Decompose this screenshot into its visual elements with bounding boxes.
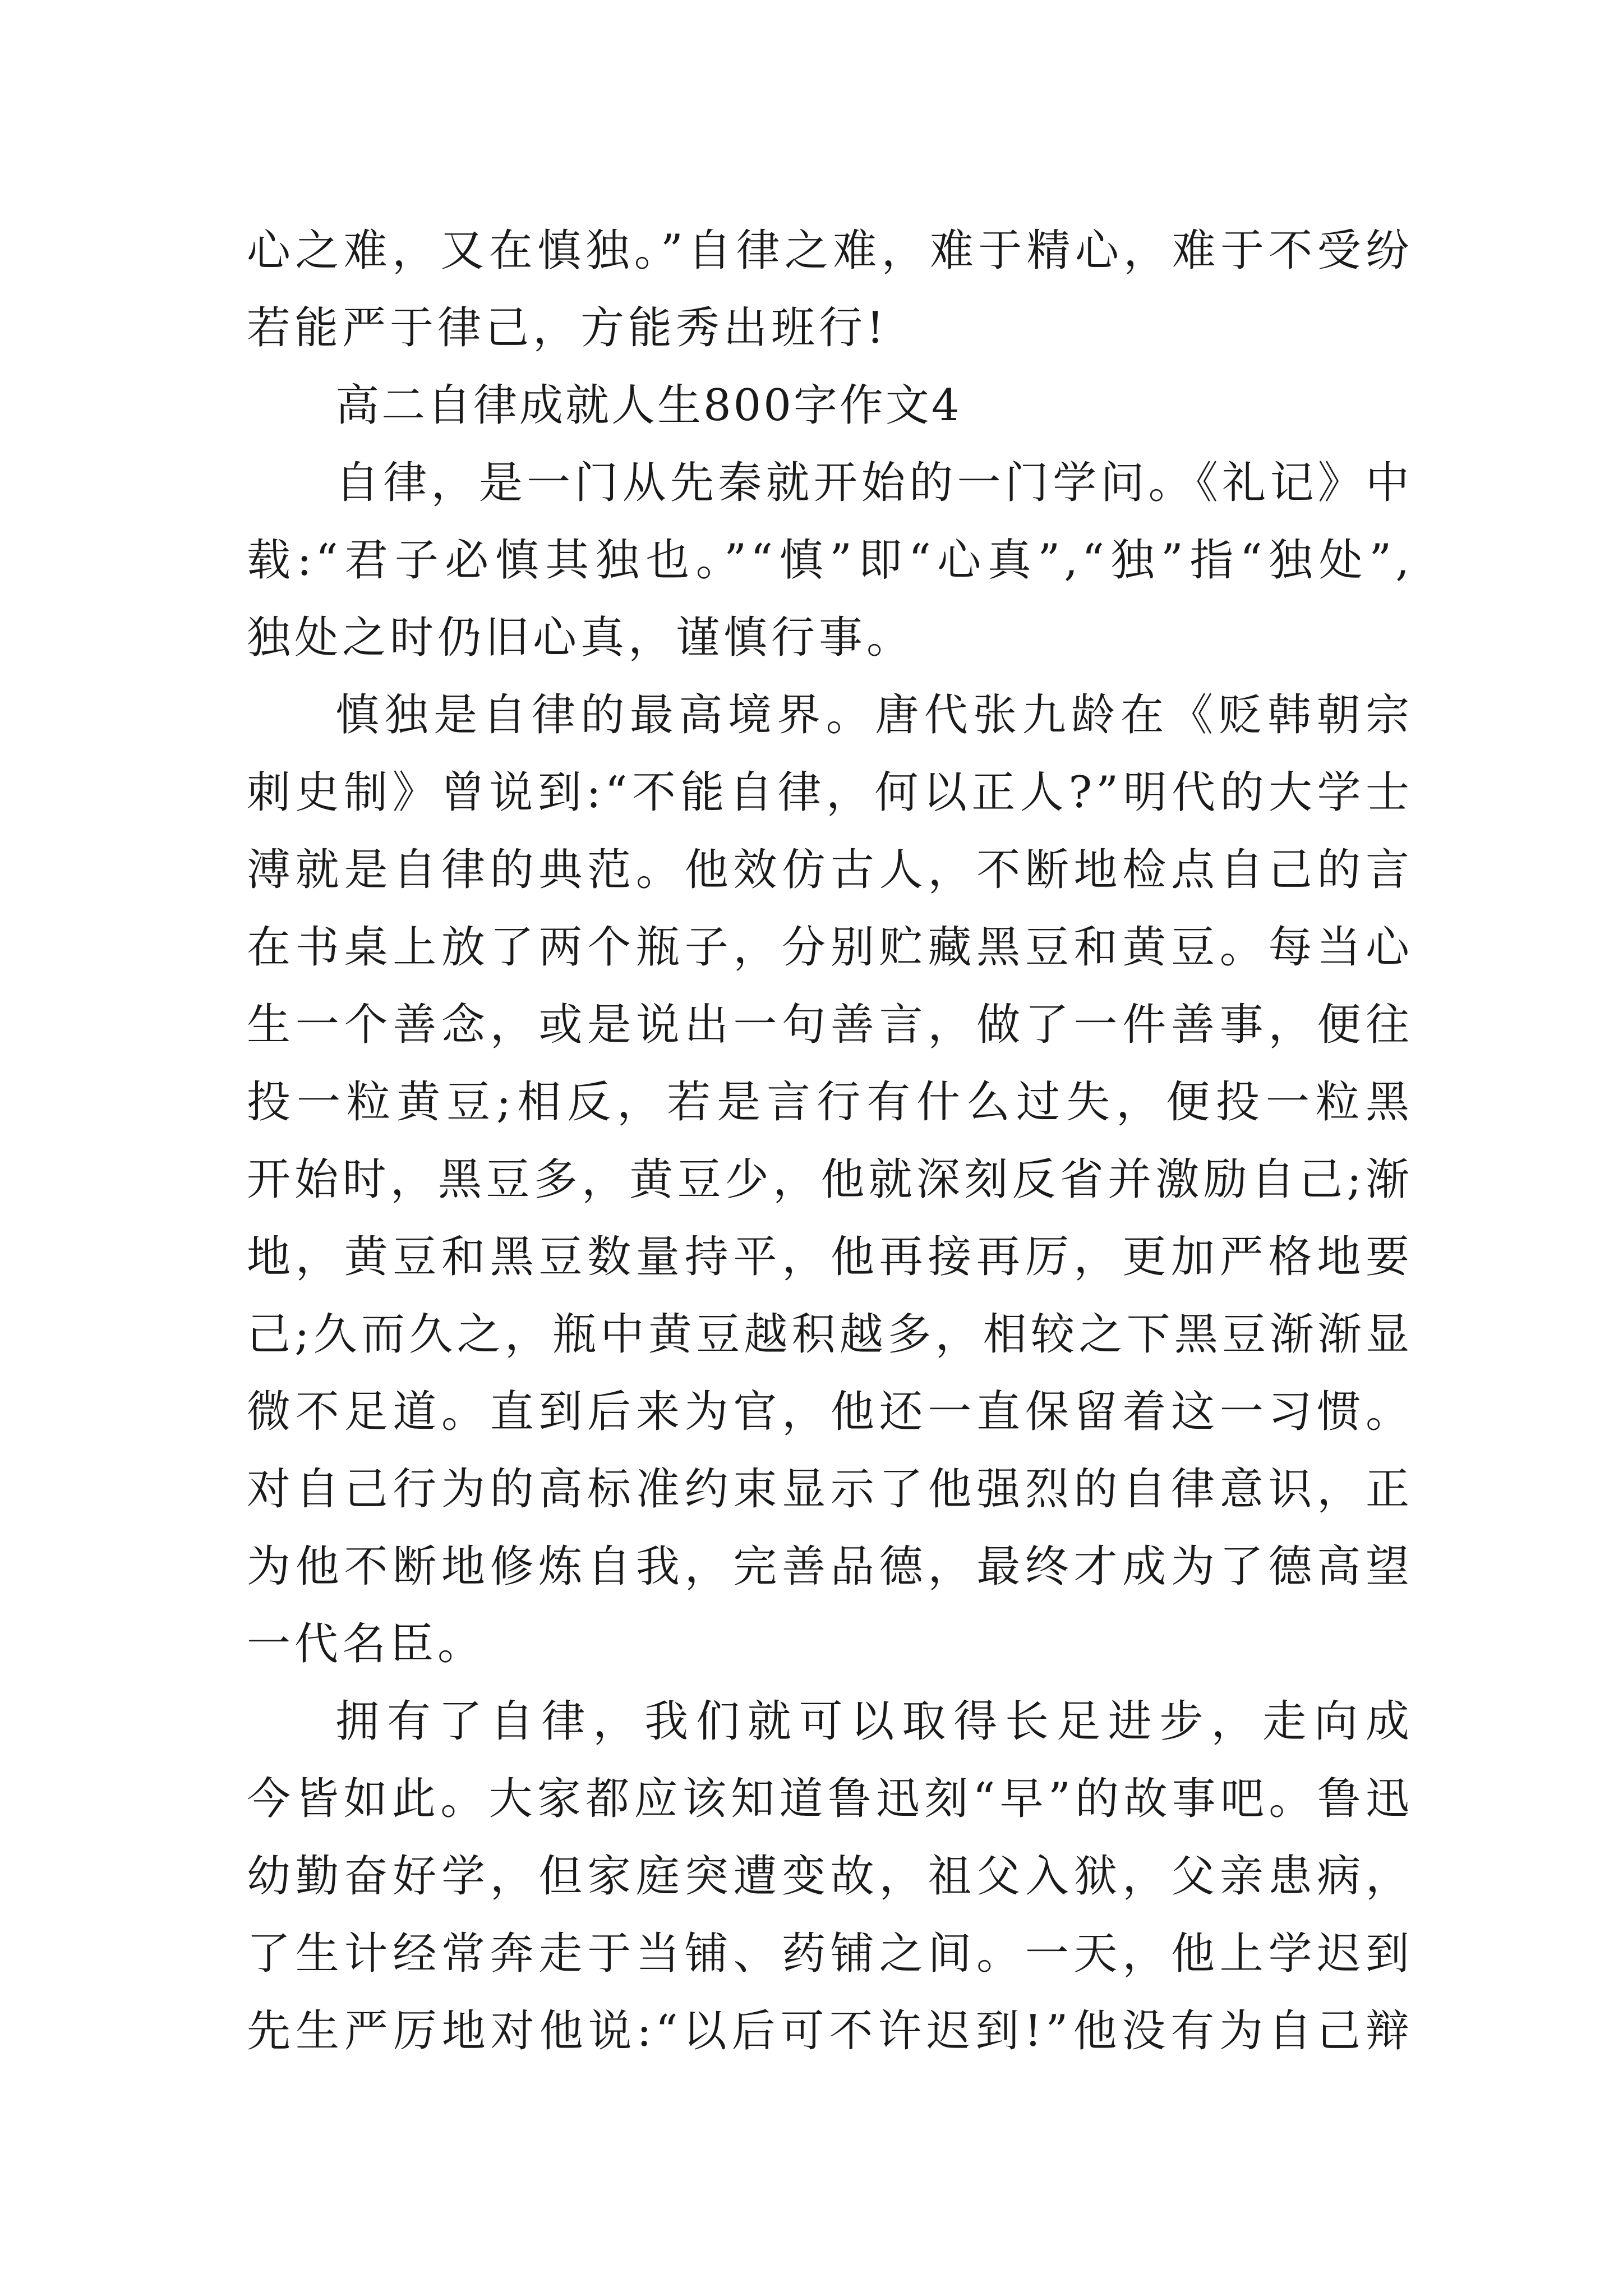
text-line: 独处之时仍旧心真，谨慎行事。 <box>247 613 915 663</box>
text-line: 心之难，又在慎独。”自律之难，难于精心，难于不受纷 <box>247 226 1413 276</box>
text-line: 若能严于律己，方能秀出班行! <box>247 303 888 353</box>
text-line: 地，黄豆和黑豆数量持平，他再接再厉，更加严格地要 <box>247 1232 1413 1282</box>
text-line: 为他不断地修炼自我，完善品德，最终才成为了德高望 <box>247 1542 1413 1592</box>
text-line: 一代名臣。 <box>247 1619 486 1669</box>
text-line: 溥就是自律的典范。他效仿古人，不断地检点自己的言 <box>247 845 1413 895</box>
text-line: 先生严厉地对他说:“以后可不许迟到!”他没有为自己辩 <box>247 2006 1413 2056</box>
text-line: 在书桌上放了两个瓶子，分别贮藏黑豆和黄豆。每当心 <box>247 922 1413 973</box>
document-body <box>247 212 1413 2070</box>
text-line: 生一个善念，或是说出一句善言，做了一件善事，便往 <box>247 1000 1413 1050</box>
text-line: 载:“君子必慎其独也。”“慎”即“心真”,“独”指“独处”, <box>247 535 1413 586</box>
text-line: 幼勤奋好学，但家庭突遭变故，祖父入狱，父亲患病， <box>247 1851 1413 1902</box>
paragraph-first-line: 慎独是自律的最高境界。唐代张九龄在《贬韩朝宗 <box>335 690 1413 740</box>
text-line: 投一粒黄豆;相反，若是言行有什么过失，便投一粒黑 <box>247 1077 1413 1128</box>
text-line: 今皆如此。大家都应该知道鲁迅刻“早”的故事吧。鲁迅 <box>247 1774 1413 1824</box>
text-line: 了生计经常奔走于当铺、药铺之间。一天，他上学迟到 <box>247 1929 1413 1979</box>
text-line: 微不足道。直到后来为官，他还一直保留着这一习惯。 <box>247 1387 1413 1437</box>
text-line: 己;久而久之，瓶中黄豆越积越多，相较之下黑豆渐渐显 <box>247 1309 1413 1360</box>
text-line: 对自己行为的高标准约束显示了他强烈的自律意识，正 <box>247 1464 1413 1515</box>
text-line: 刺史制》曾说到:“不能自律，何以正人?”明代的大学士 <box>247 767 1413 818</box>
section-heading: 高二自律成就人生800字作文4 <box>335 380 962 431</box>
paragraph-first-line: 自律，是一门从先秦就开始的一门学问。《礼记》中 <box>335 458 1413 508</box>
paragraph-first-line: 拥有了自律，我们就可以取得长足进步，走向成 <box>335 1696 1413 1747</box>
text-line: 开始时，黑豆多，黄豆少，他就深刻反省并激励自己;渐 <box>247 1154 1413 1205</box>
